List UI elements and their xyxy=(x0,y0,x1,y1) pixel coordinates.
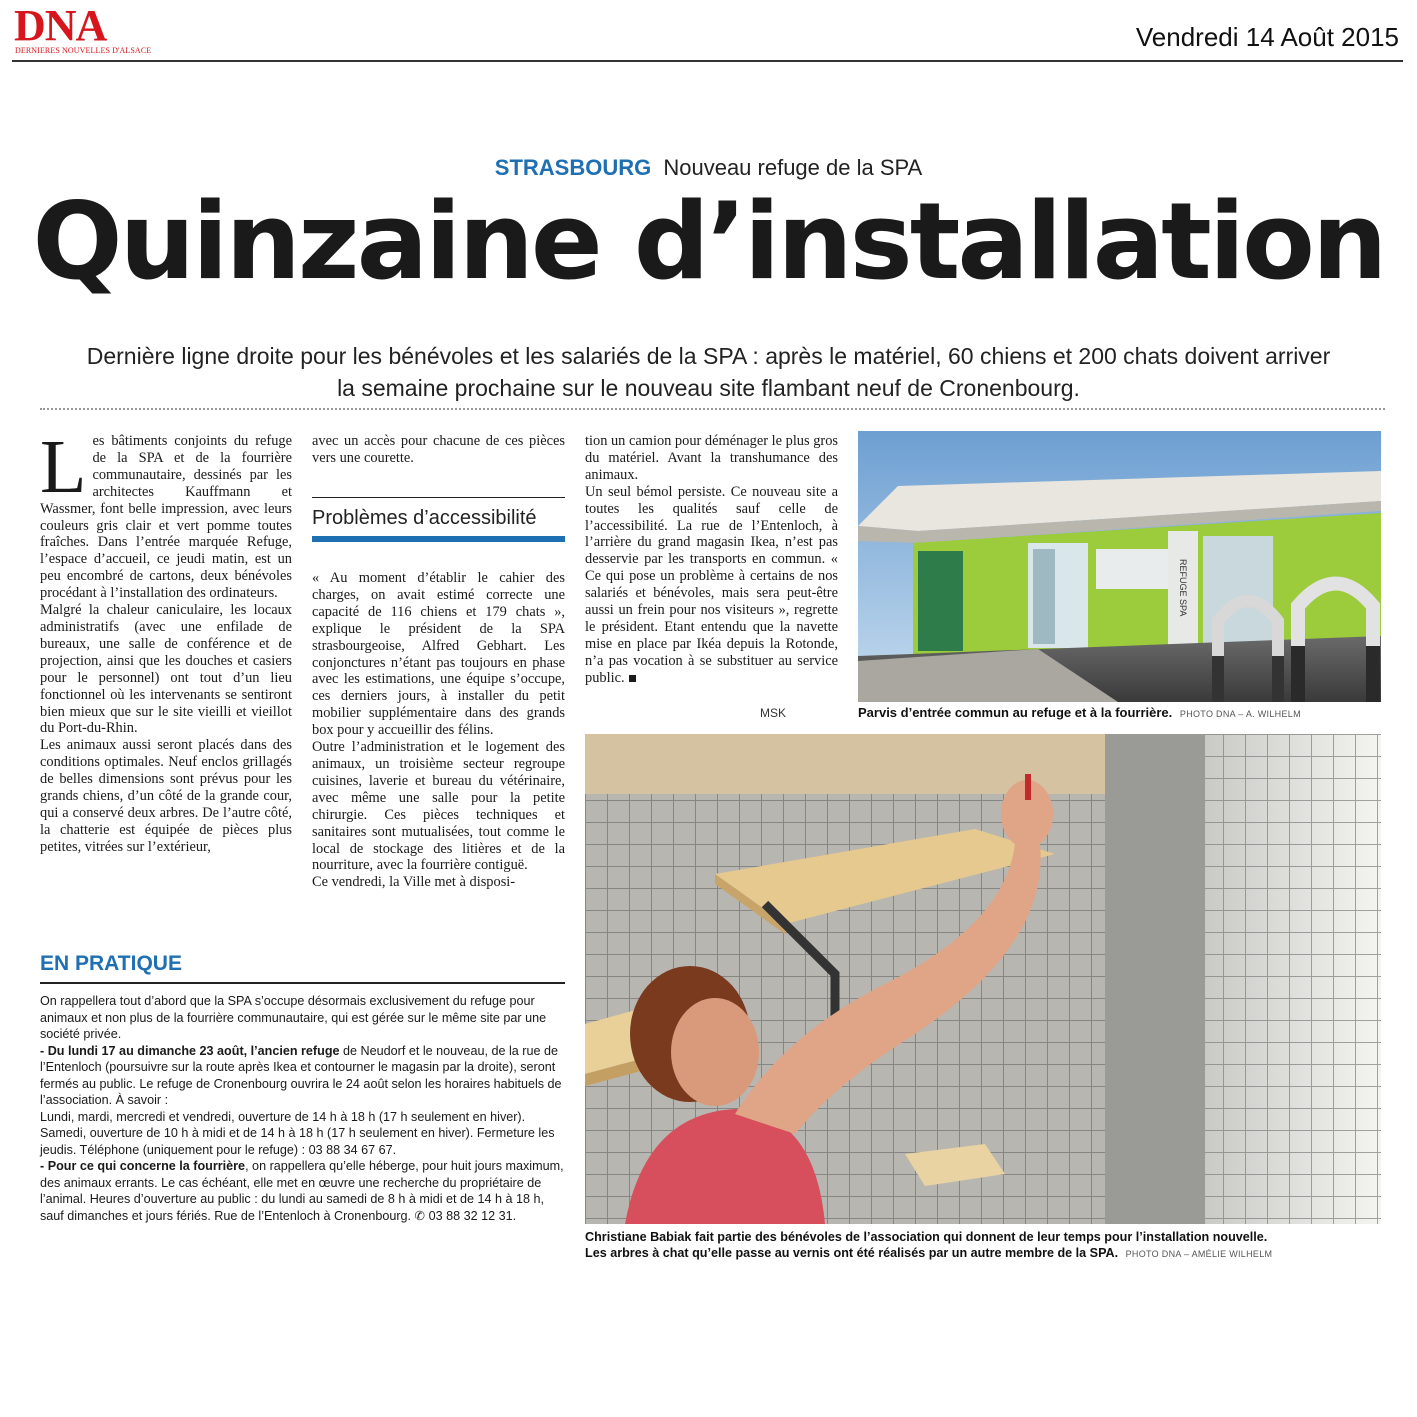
practical-info-rule xyxy=(40,982,565,984)
caption-line-1 xyxy=(585,1229,1385,1245)
subhead-underline xyxy=(312,536,565,542)
paragraph xyxy=(40,1158,565,1224)
caption-text: Les arbres à chat qu’elle passe au vernis ont été réalisés par un autre membre de la SPA. xyxy=(585,1246,1119,1260)
article-column-2 xyxy=(312,433,565,467)
logo-subtitle: DERNIERES NOUVELLES D'ALSACE xyxy=(15,46,152,55)
caption-text: Christiane Babiak fait partie des bénévoles de l’association qui donnent de leur temps pour l’installation nouvelle. xyxy=(585,1230,1268,1244)
photo-credit: PHOTO DNA – A. WILHELM xyxy=(1179,709,1301,719)
article-column-1 xyxy=(40,425,292,856)
paragraph: Outre l’administration et le logement des animaux, un troisième secteur regroupe cuisines, laverie et bureau du vétérinaire, avec même une salle pour la petite chirurgie. Ces pièces techniques et sanitaires sont mutualisées, tout comme le local de stockage des litières et de la nourriture, avec la fourrière contiguë. xyxy=(312,739,565,874)
dotted-divider xyxy=(40,408,1385,410)
bold-lead: - Pour ce qui concerne la fourrière xyxy=(40,1159,246,1173)
dna-logo xyxy=(14,1,152,56)
entrance-photo-caption xyxy=(858,705,1381,720)
paragraph-text: de Neudorf et le nouveau, de la rue de l’Entenloch (poursuivre sur la route après Ikea et contourner le magasin par la droite), seront fermés au public. Le refuge de Cronenbourg ouvrira le 24 août selon les horaires habituels de l’association. À savoir : xyxy=(40,1043,562,1107)
headline: Quinzaine d’installation xyxy=(32,180,1385,303)
paragraph: Les animaux aussi seront placés dans des conditions optimales. Neuf enclos grillagés de belles dimensions sont prévus pour les grands chiens, d’un côté de la grande cour, qui a conservé deux arbres. De l’autre côté, la chatterie est équipée de pièces plus petites, vitrées sur l’extérieur, xyxy=(40,737,292,855)
article-column-3 xyxy=(585,433,838,687)
paragraph-text: , on rappellera qu’elle héberge, pour huit jours maximum, des animaux errants. Le cas échéant, elle met en œuvre une recherche du propriétaire de l’animal. Heures d’ouverture au public : du lundi au samedi de 8 h à midi et de 14 h à 18 h, sauf dimanches et jours fériés. Rue de l’Entenloch à Cronenbourg. ✆ 03 88 32 12 31. xyxy=(40,1159,564,1223)
standfirst-line-1: Dernière ligne droite pour les bénévoles et les salariés de la SPA : après le matériel, 60 chiens et 200 chats doivent arriver xyxy=(86,343,1331,369)
practical-info-body xyxy=(40,993,565,1224)
photo-credit: PHOTO DNA – AMÉLIE WILHELM xyxy=(1125,1249,1273,1259)
practical-info-title: EN PRATIQUE xyxy=(40,952,182,975)
caption-line-2 xyxy=(585,1245,1385,1262)
entrance-photo xyxy=(858,431,1381,702)
caption-text: Parvis d’entrée commun au refuge et à la fourrière. xyxy=(858,705,1173,720)
volunteer-photo-caption xyxy=(585,1229,1385,1262)
standfirst-line-2: la semaine prochaine sur le nouveau site flambant neuf de Cronenbourg. xyxy=(337,375,1080,401)
kicker-subject: Nouveau refuge de la SPA xyxy=(663,155,923,180)
volunteer-photo xyxy=(585,734,1381,1224)
paragraph: Ce vendredi, la Ville met à disposi- xyxy=(312,874,516,891)
publication-date: Vendredi 14 Août 2015 xyxy=(1135,22,1399,52)
kicker xyxy=(0,155,1417,181)
refuge-sign: REFUGE SPA xyxy=(1178,559,1188,617)
logo-wordmark: DNA xyxy=(14,1,107,50)
article-column-2-continued xyxy=(312,570,565,891)
header-divider xyxy=(12,60,1403,62)
paragraph: avec un accès pour chacune de ces pièces vers une courette. xyxy=(312,433,565,466)
kicker-location: STRASBOURG xyxy=(494,155,652,180)
paragraph: « Au moment d’établir le cahier des charges, on avait estimé correcte une capacité de 116 chiens et 179 chats », explique le président de la SPA strasbourgeoise, Alfred Gebhart. Les conjonctures n’étant pas toujours en phase avec les estimations, une équipe s’occupe, ces derniers jours, à installer du petit mobilier supplémentaire dans des grands box pour y accueillir des félins. xyxy=(312,570,565,739)
paragraph: Malgré la chaleur caniculaire, les locaux administratifs (avec une enfilade de bureaux, une salle de conférence et de projection, ainsi que les douches et casiers pour le personnel) ont tout d’un lieu fonctionnel où les intervenants se sentiront bien mieux que sur le site vieilli et vieillot du Port-du-Rhin. xyxy=(40,602,292,737)
drop-cap: L xyxy=(40,425,87,509)
paragraph: es bâtiments conjoints du refuge de la SPA et de la fourrière communautaire, dessinés par les architectes Kauffmann et Wassmer, font belle impression, avec leurs couleurs gris clair et vert pomme toutes fraîches. Dans l’entrée marquée Refuge, l’espace d’accueil, ce jeudi matin, est un peu encombré de cartons, deux bénévoles procédant à l’installation des ordinateurs. xyxy=(40,433,292,602)
paragraph: On rappellera tout d’abord que la SPA s’occupe désormais exclusivement du refuge pour animaux et non plus de la fourrière communautaire, qui est gérée sur le même site par une société privée. xyxy=(40,994,547,1041)
bold-lead: - Du lundi 17 au dimanche 23 août, l’ancien refuge xyxy=(40,1043,340,1058)
paragraph-text: Un seul bémol persiste. Ce nouveau site a toutes les qualités sauf celle de l’accessibilité. La rue de l’Entenloch, à l’arrière du grand magasin Ikea, n’est pas desservie par les transports en commun. « Ce qui pose un problème à certains de nos salariés et bénévoles, mais sera peut-être aussi un frein pour nos visiteurs », regrette le président. Etant entendu que la navette mise en place par Ikéa depuis la Rotonde, n’a pas vocation à se substituer au service public. xyxy=(585,483,838,686)
subhead-rule-top xyxy=(312,497,565,498)
author-signature: MSK xyxy=(760,706,787,720)
end-of-article-mark xyxy=(629,675,636,682)
paragraph: Lundi, mardi, mercredi et vendredi, ouverture de 14 h à 18 h (17 h seulement en hiver). Samedi, ouverture de 10 h à midi et de 14 h à 18 h (17 h seulement en hiver). Fermeture les jeudis. Téléphone (uniquement pour le refuge) : 03 88 34 67 67. xyxy=(40,1109,555,1157)
paragraph: tion un camion pour déménager le plus gros du matériel. Avant la transhumance des animaux. xyxy=(585,433,838,483)
paragraph xyxy=(40,1043,565,1109)
standfirst xyxy=(40,340,1377,404)
subhead: Problèmes d’accessibilité xyxy=(312,507,537,529)
paragraph xyxy=(585,484,838,687)
